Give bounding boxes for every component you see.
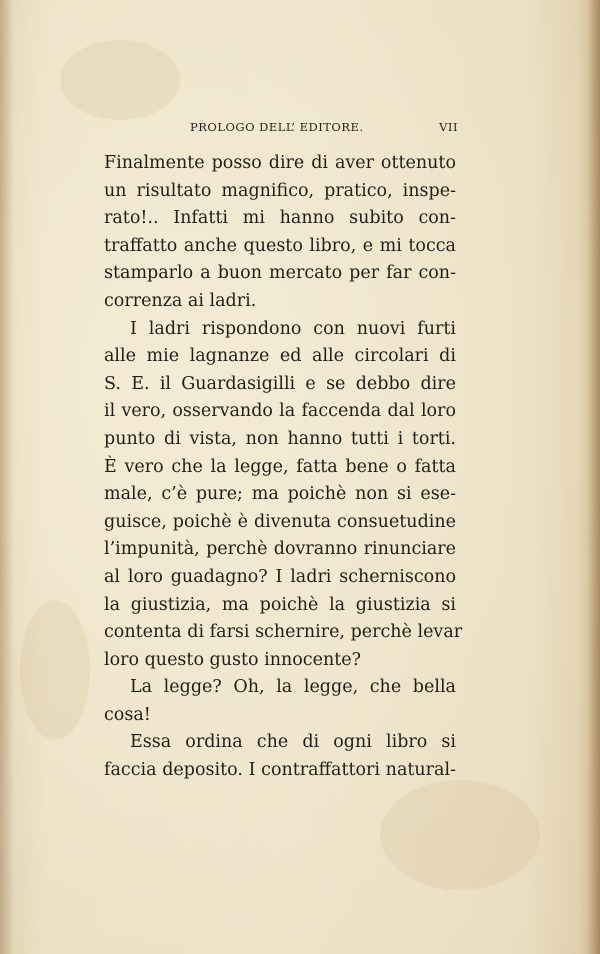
- text-line: Finalmente posso dire di aver ottenuto: [104, 153, 456, 173]
- text-line: punto di vista, non hanno tutti i torti.: [104, 428, 456, 449]
- text-line: S. E. il Guardasigilli e se debbo dire: [104, 373, 456, 394]
- paper-stain: [20, 600, 90, 740]
- text-line: un risultato magnifico, pratico, inspe-: [104, 180, 456, 201]
- text-line: rato!.. Infatti mi hanno subito con-: [104, 208, 456, 229]
- text-line: male, c’è pure; ma poichè non si ese-: [104, 484, 456, 505]
- text-line: stamparlo a buon mercato per far con-: [104, 263, 456, 284]
- page-number: VII: [439, 120, 458, 134]
- text-line: traffatto anche questo libro, e mi tocca: [104, 235, 456, 256]
- running-header: [190, 120, 458, 138]
- text-line: la giustizia, ma poichè la giustizia si: [104, 594, 456, 615]
- text-line: correnza ai ladri.: [104, 290, 257, 311]
- text-line: alle mie lagnanze ed alle circolari di: [104, 346, 456, 367]
- text-line: l’impunità, perchè dovranno rinunciare: [104, 539, 456, 560]
- body-text: [104, 150, 463, 785]
- text-line: contenta di farsi schernire, perchè levar: [104, 622, 463, 643]
- text-line: al loro guadagno? I ladri scherniscono: [104, 566, 456, 587]
- running-header-title: PROLOGO DELL’ EDITORE.: [190, 120, 364, 134]
- text-line: La legge? Oh, la legge, che bella: [130, 677, 456, 698]
- text-line: cosa!: [104, 704, 151, 725]
- text-line: È vero che la legge, fatta bene o fatta: [104, 456, 456, 477]
- text-line: I ladri rispondono con nuovi furti: [130, 318, 456, 339]
- text-line: Essa ordina che di ogni libro si: [130, 732, 456, 753]
- spine-shadow: [0, 0, 14, 954]
- text-line: guisce, poichè è divenuta consuetudine: [104, 511, 456, 532]
- paper-stain: [60, 40, 180, 120]
- text-line: faccia deposito. I contraffattori natural-: [104, 760, 456, 781]
- text-line: il vero, osservando la faccenda dal loro: [104, 401, 456, 422]
- paper-stain: [380, 780, 540, 890]
- page-edge-shadow: [578, 0, 600, 954]
- text-line: loro questo gusto innocente?: [104, 649, 361, 670]
